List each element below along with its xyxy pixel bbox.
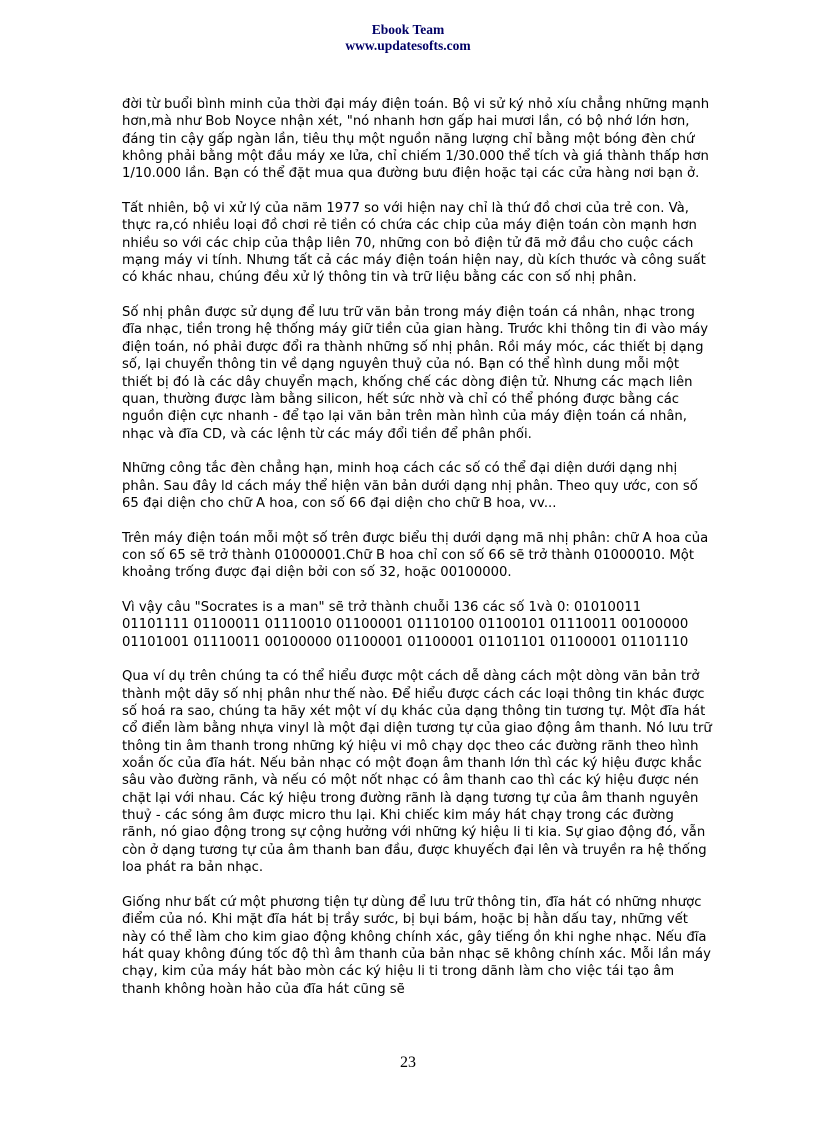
paragraph: đời từ buổi bình minh của thời đại máy điện toán. Bộ vi sử ký nhỏ xíu chẳng những mạnh hơn,mà như Bob Noyce nhận xét, "nó nhanh hơn gấp hai mươi lần, có bộ nhớ lớn hơn, đáng tin cậy gấp ngàn lần, tiêu thụ một nguồn năng lượng chỉ bằng một bóng đèn chứ không phải bằng một đầu máy xe lửa, chỉ chiếm 1/30.000 thể tích và giá thành thấp hơn 1/10.000 lần. Bạn có thể đặt mua qua đường bưu điện hoặc tại các cửa hàng nơi bạn ở. xyxy=(122,97,710,182)
header-url: www.updatesofts.com xyxy=(345,38,471,53)
paragraph: Qua ví dụ trên chúng ta có thể hiểu được một cách dễ dàng cách một dòng văn bản trở thành một dãy số nhị phân như thế nào. Để hiểu được cách các loại thông tin khác được số hoá ra sao, chúng ta hãy xét một ví dụ khác của dạng thông tin tương tự. Một đĩa hát cổ điển làm bằng nhựa vinyl là một đại diện tương tự của giao động âm thanh. Nó lưu trữ thông tin âm thanh trong những ký hiệu vi mô chạy dọc theo các đường rãnh theo hình xoắn ốc của đĩa hát. Nếu bản nhạc có một đoạn âm thanh lớn thì các ký hiệu được khắc sâu vào đường rãnh, và nếu có một nốt nhạc có âm thanh cao thì các ký hiệu được nén chặt lại với nhau. Các ký hiệu trong đường rãnh là dạng tương tự của âm thanh nguyên thuỷ - các sóng âm được micro thu lại. Khi chiếc kim máy hát chạy trong các đường rãnh, nó giao động trong sự cộng hưởng với những ký hiệu li ti kia. Sự giao động đó, vẫn còn ở dạng tương tự của âm thanh ban đầu, được khuyếch đại lên và truyền ra hệ thống loa phát ra bản nhạc. xyxy=(122,669,712,876)
page-body xyxy=(122,96,712,1015)
paragraph: Giống như bất cứ một phương tiện tự dùng để lưu trữ thông tin, đĩa hát có những nhược điểm của nó. Khi mặt đĩa hát bị trầy sước, bị bụi bám, hoặc bị hằn dấu tay, những vết này có thể làm cho kim giao động không chính xác, gây tiếng ồn khi nghe nhạc. Nếu đĩa hát quay không đúng tốc độ thì âm thanh của bản nhạc sẽ không chính xác. Mỗi lần máy chạy, kim của máy hát bào mòn các ký hiệu li ti trong dãnh làm cho việc tái tạo âm thanh không hoàn hảo của đĩa hát cũng sẽ xyxy=(122,894,711,997)
page-number: 23 xyxy=(400,1054,416,1071)
header-title: Ebook Team xyxy=(371,22,445,37)
paragraph: Tất nhiên, bộ vi xử lý của năm 1977 so với hiện nay chỉ là thứ đồ chơi của trẻ con. Và, thực ra,có nhiều loại đồ chơi rẻ tiền có chứa các chip của máy điện toán còn mạnh hơn nhiều so với các chip của thập liên 70, những con bỏ điện tử đã mở đầu cho cuộc cách mạng máy vi tính. Nhưng tất cả các máy điện toán hiện nay, dù kích thước và công suất có khác nhau, chúng đều xử lý thông tin và trữ liệu bằng các con số nhị phân. xyxy=(122,201,706,286)
page-header xyxy=(0,22,816,54)
paragraph: Số nhị phân được sử dụng để lưu trữ văn bản trong máy điện toán cá nhân, nhạc trong đĩa nhạc, tiền trong hệ thống máy giữ tiền của gian hàng. Trước khi thông tin đi vào máy điện toán, nó phải được đổi ra thành những số nhị phân. Rồi máy móc, các thiết bị dạng số, lại chuyển thông tin về dạng nguyên thuỷ của nó. Bạn có thể hình dung mỗi một thiết bị đó là các dây chuyển mạch, khống chế các dòng điện tử. Nhưng các mạch liên quan, thường được làm bằng silicon, hết sức nhờ và chỉ có thể phóng được bằng các nguồn điện cực nhanh - để tạo lại văn bản trên màn hình của máy điện toán cá nhân, nhạc và đĩa CD, và các lệnh từ các máy đổi tiền để phân phối. xyxy=(122,305,709,442)
paragraph: Vì vậy câu "Socrates is a man" sẽ trở thành chuỗi 136 các số 1và 0: 01010011 01101111 01100011 01110010 01100001 01110100 01100101 01110011 00100000 01101001 01110011 00100000 01100001 01100001 01101101 01100001 01101110 xyxy=(122,599,689,650)
paragraph: Những công tắc đèn chẳng hạn, minh hoạ cách các số có thể đại diện dưới dạng nhị phân. Sau đây ld cách máy thể hiện văn bản dưới dạng nhị phân. Theo quy ước, con số 65 đại diện cho chữ A hoa, con số 66 đại diện cho chữ B hoa, vv... xyxy=(122,461,698,511)
paragraph: Trên máy điện toán mỗi một số trên được biểu thị dưới dạng mã nhị phân: chữ A hoa của con số 65 sẽ trở thành 01000001.Chữ B hoa chỉ con số 66 sẽ trở thành 01000010. Một khoảng trống được đại diện bởi con số 32, hoặc 00100000. xyxy=(122,530,709,581)
